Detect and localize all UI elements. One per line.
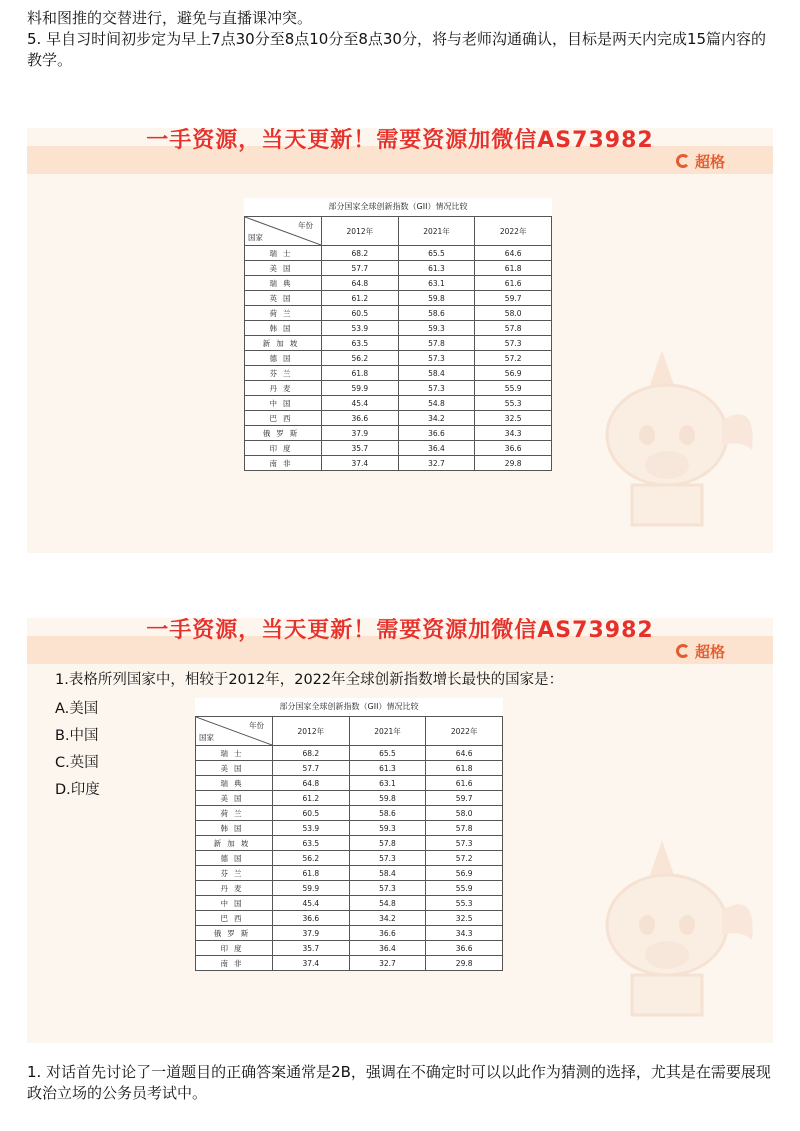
country-cell: 韩国 — [245, 321, 322, 336]
table-row — [245, 291, 552, 306]
table-row — [196, 836, 503, 851]
country-cell: 印度 — [245, 441, 322, 456]
value-cell: 59.9 — [322, 381, 399, 396]
table-row — [245, 456, 552, 471]
country-cell: 新加坡 — [196, 836, 273, 851]
value-cell: 61.3 — [398, 261, 475, 276]
country-cell: 美国 — [196, 791, 273, 806]
value-cell: 57.2 — [426, 851, 503, 866]
value-cell: 63.5 — [322, 336, 399, 351]
value-cell: 59.7 — [426, 791, 503, 806]
gii-table — [195, 716, 503, 971]
country-cell: 俄罗斯 — [196, 926, 273, 941]
value-cell: 65.5 — [349, 746, 426, 761]
table-row — [196, 851, 503, 866]
value-cell: 61.2 — [273, 791, 350, 806]
unicorn-mascot-icon — [592, 340, 762, 530]
question-stem: 1.表格所列国家中，相较于2012年，2022年全球创新指数增长最快的国家是： — [55, 672, 564, 688]
answer-options — [55, 696, 100, 804]
summary-paragraph: 1. 对话首先讨论了一道题目的正确答案通常是2B，强调在不确定时可以以此作为猜测的选择，尤其是在需要展现政治立场的公务员考试中。 — [27, 1063, 771, 1102]
value-cell: 45.4 — [322, 396, 399, 411]
value-cell: 59.8 — [398, 291, 475, 306]
value-cell: 57.8 — [426, 821, 503, 836]
value-cell: 61.8 — [426, 761, 503, 776]
value-cell: 58.0 — [426, 806, 503, 821]
year-header: 2012年 — [273, 717, 350, 746]
table-row — [196, 806, 503, 821]
value-cell: 36.6 — [349, 926, 426, 941]
value-cell: 61.8 — [273, 866, 350, 881]
value-cell: 37.4 — [273, 956, 350, 971]
value-cell: 64.6 — [475, 246, 552, 261]
table-row — [245, 261, 552, 276]
value-cell: 37.4 — [322, 456, 399, 471]
value-cell: 32.7 — [398, 456, 475, 471]
value-cell: 56.9 — [475, 366, 552, 381]
value-cell: 36.6 — [322, 411, 399, 426]
country-cell: 巴西 — [196, 911, 273, 926]
table-row — [245, 381, 552, 396]
value-cell: 35.7 — [322, 441, 399, 456]
country-cell: 南非 — [196, 956, 273, 971]
option-a[interactable]: A.美国 — [55, 701, 99, 717]
table-row — [196, 746, 503, 761]
year-header: 2012年 — [322, 217, 399, 246]
value-cell: 61.6 — [426, 776, 503, 791]
intro-line-2: 5. 早自习时间初步定为早上7点30分至8点10分至8点30分，将与老师沟通确认，目标是两天内完成15篇内容的教学。 — [27, 30, 767, 69]
corner-country-label: 国家 — [248, 233, 263, 242]
country-cell: 丹麦 — [245, 381, 322, 396]
value-cell: 57.3 — [398, 351, 475, 366]
table-row — [196, 761, 503, 776]
value-cell: 61.6 — [475, 276, 552, 291]
value-cell: 36.4 — [349, 941, 426, 956]
value-cell: 59.7 — [475, 291, 552, 306]
option-c[interactable]: C.英国 — [55, 755, 99, 771]
table-row — [245, 276, 552, 291]
value-cell: 57.3 — [426, 836, 503, 851]
table-corner-cell — [196, 717, 273, 746]
year-header: 2021年 — [349, 717, 426, 746]
value-cell: 37.9 — [322, 426, 399, 441]
value-cell: 57.3 — [349, 851, 426, 866]
country-cell: 瑞典 — [196, 776, 273, 791]
table-row — [245, 366, 552, 381]
value-cell: 59.8 — [349, 791, 426, 806]
intro-line-1: 料和图推的交替进行，避免与直播课冲突。 — [27, 9, 313, 27]
value-cell: 55.9 — [426, 881, 503, 896]
table-row — [245, 336, 552, 351]
value-cell: 32.7 — [349, 956, 426, 971]
watermark-banner: 一手资源，当天更新！需要资源加微信AS73982 — [146, 128, 654, 153]
value-cell: 53.9 — [322, 321, 399, 336]
country-cell: 英国 — [245, 291, 322, 306]
value-cell: 36.6 — [426, 941, 503, 956]
value-cell: 58.0 — [475, 306, 552, 321]
value-cell: 57.7 — [273, 761, 350, 776]
table-row — [245, 321, 552, 336]
value-cell: 61.3 — [349, 761, 426, 776]
value-cell: 64.6 — [426, 746, 503, 761]
slide-question — [27, 618, 773, 1043]
country-cell: 瑞士 — [196, 746, 273, 761]
value-cell: 68.2 — [322, 246, 399, 261]
country-cell: 南非 — [245, 456, 322, 471]
value-cell: 57.2 — [475, 351, 552, 366]
value-cell: 56.2 — [273, 851, 350, 866]
country-cell: 美国 — [245, 261, 322, 276]
value-cell: 55.9 — [475, 381, 552, 396]
value-cell: 36.6 — [273, 911, 350, 926]
value-cell: 63.1 — [398, 276, 475, 291]
logo-icon — [676, 644, 690, 658]
table-row — [196, 776, 503, 791]
value-cell: 65.5 — [398, 246, 475, 261]
value-cell: 63.1 — [349, 776, 426, 791]
year-header: 2022年 — [426, 717, 503, 746]
table-row — [245, 306, 552, 321]
intro-paragraph — [27, 8, 777, 71]
logo-text: 超格 — [694, 152, 725, 171]
value-cell: 61.2 — [322, 291, 399, 306]
value-cell: 61.8 — [475, 261, 552, 276]
country-cell: 瑞典 — [245, 276, 322, 291]
value-cell: 57.8 — [349, 836, 426, 851]
value-cell: 60.5 — [322, 306, 399, 321]
value-cell: 29.8 — [426, 956, 503, 971]
brand-logo — [676, 640, 725, 662]
corner-year-label: 年份 — [249, 721, 264, 730]
value-cell: 29.8 — [475, 456, 552, 471]
value-cell: 68.2 — [273, 746, 350, 761]
table-row — [196, 881, 503, 896]
table-row — [245, 396, 552, 411]
value-cell: 54.8 — [349, 896, 426, 911]
value-cell: 59.3 — [349, 821, 426, 836]
table-row — [245, 411, 552, 426]
value-cell: 64.8 — [322, 276, 399, 291]
table-title: 部分国家全球创新指数（GII）情况比较 — [279, 702, 419, 711]
slide-table — [27, 128, 773, 553]
logo-text: 超格 — [694, 642, 725, 661]
value-cell: 34.3 — [475, 426, 552, 441]
value-cell: 34.3 — [426, 926, 503, 941]
value-cell: 59.9 — [273, 881, 350, 896]
country-cell: 丹麦 — [196, 881, 273, 896]
value-cell: 57.3 — [475, 336, 552, 351]
value-cell: 56.2 — [322, 351, 399, 366]
value-cell: 34.2 — [398, 411, 475, 426]
corner-year-label: 年份 — [298, 221, 313, 230]
value-cell: 58.4 — [349, 866, 426, 881]
value-cell: 45.4 — [273, 896, 350, 911]
country-cell: 荷兰 — [245, 306, 322, 321]
value-cell: 64.8 — [273, 776, 350, 791]
value-cell: 61.8 — [322, 366, 399, 381]
table-corner-cell — [245, 217, 322, 246]
value-cell: 56.9 — [426, 866, 503, 881]
corner-country-label: 国家 — [199, 733, 214, 742]
logo-icon — [676, 154, 690, 168]
country-cell: 德国 — [196, 851, 273, 866]
option-d[interactable]: D.印度 — [55, 782, 100, 798]
country-cell: 瑞士 — [245, 246, 322, 261]
table-row — [245, 351, 552, 366]
value-cell: 32.5 — [426, 911, 503, 926]
country-cell: 美国 — [196, 761, 273, 776]
value-cell: 58.6 — [398, 306, 475, 321]
year-header: 2021年 — [398, 217, 475, 246]
unicorn-mascot-icon — [592, 830, 762, 1020]
table-header-row — [196, 717, 503, 746]
table-row — [196, 821, 503, 836]
value-cell: 35.7 — [273, 941, 350, 956]
table-row — [245, 441, 552, 456]
year-header: 2022年 — [475, 217, 552, 246]
value-cell: 57.7 — [322, 261, 399, 276]
value-cell: 53.9 — [273, 821, 350, 836]
gii-table-container — [244, 198, 552, 471]
table-row — [196, 896, 503, 911]
value-cell: 59.3 — [398, 321, 475, 336]
table-row — [196, 956, 503, 971]
country-cell: 德国 — [245, 351, 322, 366]
table-row — [245, 246, 552, 261]
country-cell: 芬兰 — [245, 366, 322, 381]
country-cell: 巴西 — [245, 411, 322, 426]
country-cell: 新加坡 — [245, 336, 322, 351]
value-cell: 60.5 — [273, 806, 350, 821]
table-row — [196, 791, 503, 806]
table-row — [196, 926, 503, 941]
value-cell: 37.9 — [273, 926, 350, 941]
value-cell: 36.6 — [398, 426, 475, 441]
country-cell: 中国 — [245, 396, 322, 411]
country-cell: 中国 — [196, 896, 273, 911]
country-cell: 芬兰 — [196, 866, 273, 881]
country-cell: 俄罗斯 — [245, 426, 322, 441]
value-cell: 57.3 — [349, 881, 426, 896]
watermark-banner: 一手资源，当天更新！需要资源加微信AS73982 — [146, 618, 654, 643]
value-cell: 57.8 — [475, 321, 552, 336]
value-cell: 32.5 — [475, 411, 552, 426]
value-cell: 55.3 — [426, 896, 503, 911]
gii-table — [244, 216, 552, 471]
value-cell: 36.6 — [475, 441, 552, 456]
country-cell: 韩国 — [196, 821, 273, 836]
country-cell: 荷兰 — [196, 806, 273, 821]
option-b[interactable]: B.中国 — [55, 728, 99, 744]
value-cell: 58.6 — [349, 806, 426, 821]
table-row — [245, 426, 552, 441]
table-title: 部分国家全球创新指数（GII）情况比较 — [328, 202, 468, 211]
table-row — [196, 911, 503, 926]
brand-logo — [676, 150, 725, 172]
table-row — [196, 941, 503, 956]
value-cell: 57.8 — [398, 336, 475, 351]
table-header-row — [245, 217, 552, 246]
table-row — [196, 866, 503, 881]
value-cell: 34.2 — [349, 911, 426, 926]
value-cell: 54.8 — [398, 396, 475, 411]
value-cell: 55.3 — [475, 396, 552, 411]
gii-table-container — [195, 698, 503, 971]
country-cell: 印度 — [196, 941, 273, 956]
value-cell: 58.4 — [398, 366, 475, 381]
value-cell: 36.4 — [398, 441, 475, 456]
value-cell: 63.5 — [273, 836, 350, 851]
value-cell: 57.3 — [398, 381, 475, 396]
